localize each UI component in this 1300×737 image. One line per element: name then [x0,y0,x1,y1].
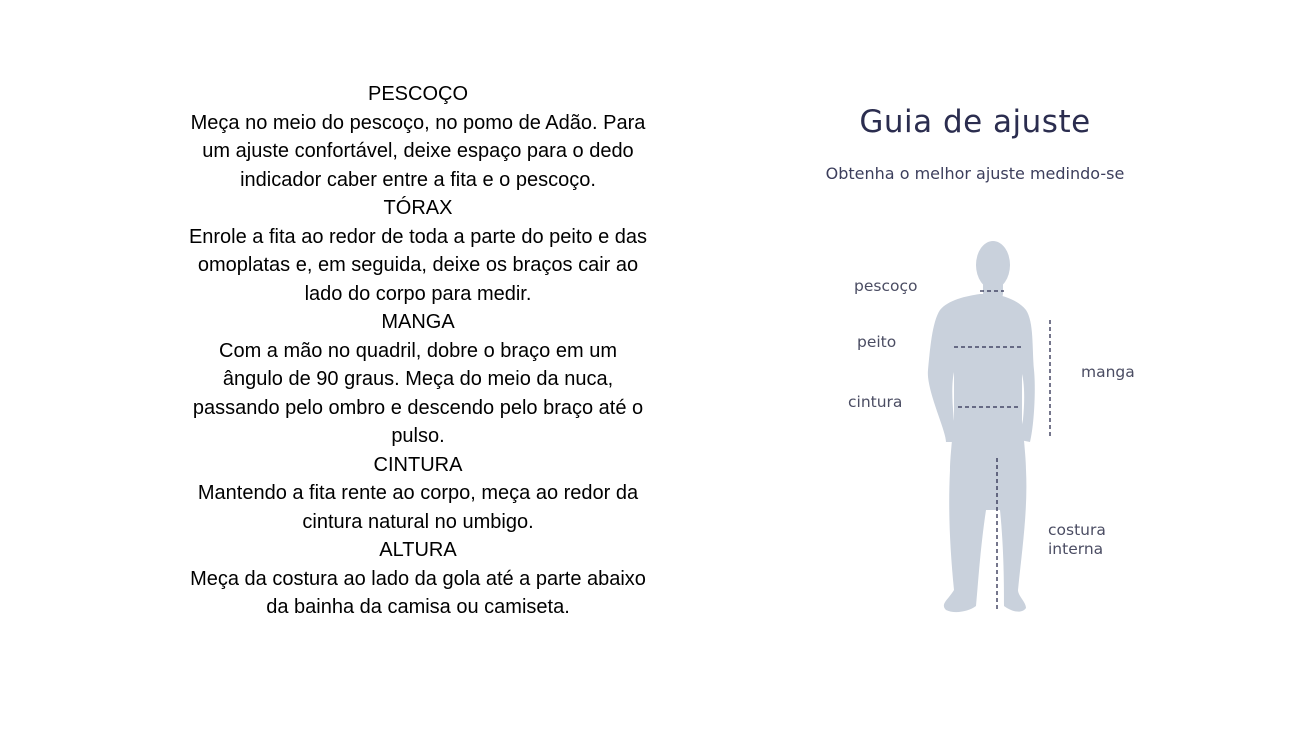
section-text-neck: Meça no meio do pescoço, no pomo de Adão. Para um ajuste confortável, deixe espaço para o dedo indicador caber entre a fita e o pescoço. [190,111,646,191]
section-waist [187,451,649,537]
label-inseam-line1: costura [1048,521,1106,539]
section-neck [187,80,649,194]
measurement-instructions [187,80,649,622]
section-title-waist: CINTURA [373,453,463,476]
silhouette-shape [928,241,1035,612]
section-text-height: Meça da costura ao lado da gola até a parte abaixo da bainha da camisa ou camiseta. [190,567,646,618]
fit-guide-subtitle: Obtenha o melhor ajuste medindo-se [825,164,1125,183]
label-inseam-line2: interna [1048,540,1104,558]
section-height [187,536,649,622]
section-text-sleeve: Com a mão no quadril, dobre o braço em um ângulo de 90 graus. Meça do meio da nuca, passando pelo ombro e descendo pelo braço até o pulso. [192,339,644,447]
section-title-height: ALTURA [379,539,457,561]
label-waist: cintura [848,393,903,411]
section-sleeve [187,308,649,451]
silhouette-body [928,294,1035,612]
section-chest [187,194,649,308]
fit-guide-title: Guia de ajuste [859,104,1091,140]
label-chest: peito [857,333,897,351]
section-text-chest: Enrole a fita ao redor de toda a parte do peito e das omoplatas e, em seguida, deixe os braços cair ao lado do corpo para medir. [188,225,648,305]
section-text-waist: Mantendo a fita rente ao corpo, meça ao redor da cintura natural no umbigo. [197,482,639,533]
fit-guide-graphic [790,90,1170,630]
label-neck: pescoço [854,277,918,295]
section-title-sleeve: MANGA [381,311,455,333]
section-title-chest: TÓRAX [383,197,453,219]
body-silhouette [790,90,1170,630]
label-sleeve: manga [1081,363,1135,381]
section-title-neck: PESCOÇO [367,83,469,105]
